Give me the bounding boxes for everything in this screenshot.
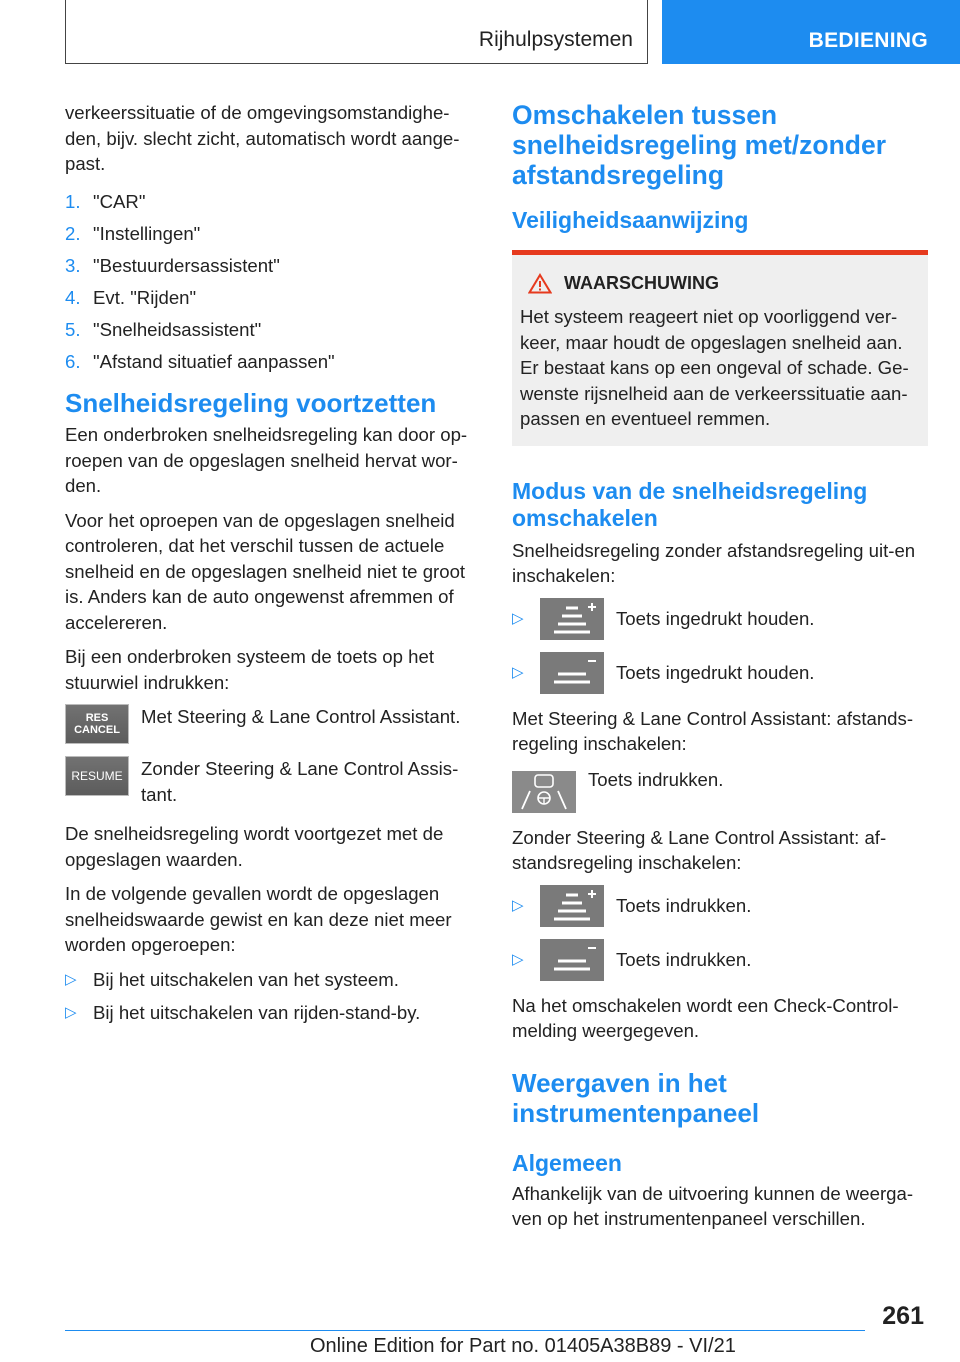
button-description: Zonder Steering & Lane Control Assis-tant. bbox=[141, 758, 459, 805]
list-item bbox=[65, 317, 480, 343]
right-column bbox=[512, 100, 928, 1241]
header-chapter-tab[interactable] bbox=[662, 0, 960, 64]
list-item bbox=[512, 939, 928, 981]
list-item bbox=[65, 189, 480, 215]
lane-distance-plus-icon bbox=[540, 598, 604, 640]
step-text: "Afstand situatief aanpassen" bbox=[93, 350, 335, 372]
paragraph: De snelheidsregeling wordt voortgezet met de opgeslagen waarden. bbox=[65, 823, 444, 870]
list-item bbox=[512, 652, 928, 694]
resume-button-icon bbox=[65, 756, 129, 796]
list-item bbox=[65, 349, 480, 375]
warning-box bbox=[512, 250, 928, 446]
button-row-res-cancel bbox=[65, 704, 480, 744]
press-text: Toets indrukken. bbox=[616, 948, 752, 970]
footer-divider bbox=[65, 1330, 865, 1331]
lane-distance-minus-icon bbox=[540, 652, 604, 694]
triangle-bullet-icon: ▷ bbox=[512, 609, 524, 627]
heading-general: Algemeen bbox=[512, 1149, 622, 1176]
list-item bbox=[65, 221, 480, 247]
paragraph: Bij een onderbroken systeem de toets op het stuurwiel indrukken: bbox=[65, 646, 435, 693]
triangle-bullet-icon: ▷ bbox=[512, 663, 524, 681]
triangle-bullet-icon: ▷ bbox=[65, 1004, 77, 1021]
page-number: 261 bbox=[882, 1302, 924, 1330]
heading-resume: Snelheidsregeling voortzetten bbox=[65, 388, 437, 418]
step-text: "Instellingen" bbox=[93, 222, 201, 244]
step-number: 1. bbox=[65, 190, 81, 212]
lane-distance-plus-icon bbox=[540, 885, 604, 927]
left-column bbox=[65, 100, 480, 1034]
list-item bbox=[512, 885, 928, 927]
list-item bbox=[65, 967, 480, 993]
paragraph: Na het omschakelen wordt een Check-Control-melding weergegeven. bbox=[512, 994, 899, 1041]
step-text: "CAR" bbox=[93, 190, 146, 212]
header-chapter-title: BEDIENING bbox=[808, 29, 928, 52]
step-text: Evt. "Rijden" bbox=[93, 286, 197, 308]
press-text: Toets indrukken. bbox=[616, 894, 752, 916]
header-section-title: Rijhulpsystemen bbox=[478, 28, 633, 51]
lane-distance-minus-icon bbox=[540, 939, 604, 981]
step-text: "Bestuurdersassistent" bbox=[93, 254, 280, 276]
steps-list bbox=[65, 189, 480, 375]
triangle-bullet-icon: ▷ bbox=[512, 950, 524, 968]
triangle-bullet-icon: ▷ bbox=[512, 896, 524, 914]
hold-text: Toets ingedrukt houden. bbox=[616, 661, 815, 683]
step-number: 5. bbox=[65, 318, 81, 340]
bullet-text: Bij het uitschakelen van rijden-stand-by. bbox=[93, 1002, 421, 1023]
paragraph: Snelheidsregeling zonder afstandsregeling uit-en inschakelen: bbox=[512, 539, 916, 586]
step-number: 6. bbox=[65, 350, 81, 372]
button-row-resume bbox=[65, 756, 480, 807]
hold-text: Toets ingedrukt houden. bbox=[616, 607, 815, 629]
res-cancel-button-icon bbox=[65, 704, 129, 744]
button-row-distance-assist bbox=[512, 768, 928, 813]
step-number: 3. bbox=[65, 254, 81, 276]
paragraph: Zonder Steering & Lane Control Assistant: af-standsregeling inschakelen: bbox=[512, 826, 887, 873]
resume-label: RESUME bbox=[71, 769, 123, 783]
bullet-text: Bij het uitschakelen van het systeem. bbox=[93, 968, 399, 990]
heading-safety: Veiligheidsaanwijzing bbox=[512, 207, 749, 233]
paragraph: Met Steering & Lane Control Assistant: afstands-regeling inschakelen: bbox=[512, 707, 914, 754]
heading-switch: Omschakelen tussen snelheidsregeling met/zonder afstandsregeling bbox=[512, 100, 887, 190]
list-item bbox=[65, 285, 480, 311]
bullet-list bbox=[65, 967, 480, 1026]
paragraph: Afhankelijk van de uitvoering kunnen de weerga-ven op het instrumentenpaneel verschillen. bbox=[512, 1182, 914, 1229]
paragraph: Een onderbroken snelheidsregeling kan door op-roepen van de opgeslagen snelheid hervat wor-den. bbox=[65, 424, 468, 496]
press-text: Toets indrukken. bbox=[588, 768, 724, 790]
list-item bbox=[512, 598, 928, 640]
step-text: "Snelheidsassistent" bbox=[93, 318, 262, 340]
triangle-bullet-icon: ▷ bbox=[65, 970, 77, 988]
list-item bbox=[65, 253, 480, 279]
step-number: 2. bbox=[65, 222, 81, 244]
paragraph: In de volgende gevallen wordt de opgeslagen snelheidswaarde gewist en kan deze niet meer worden opgeroepen: bbox=[65, 883, 452, 955]
intro-paragraph: verkeerssituatie of de omgevingsomstandighe-den, bijv. slecht zicht, automatisch wordt aange-past. bbox=[65, 102, 460, 174]
cancel-label: CANCEL bbox=[74, 724, 120, 736]
warning-title bbox=[528, 271, 920, 297]
footer-edition: Online Edition for Part no. 01405A38B89 - VI/21 bbox=[310, 1335, 736, 1357]
res-label: RES bbox=[85, 712, 109, 724]
paragraph: Voor het oproepen van de opgeslagen snelheid controleren, dat het verschil tussen de actuele snelheid en de opgeslagen snelheid niet te groot is. Anders kan de auto ongewenst afremmen of accelereren. bbox=[65, 509, 466, 633]
warning-text: Het systeem reageert niet op voorliggend ver-keer, maar houdt de opgeslagen snelheid aan. Er bestaat kans op een ongeval of schade. Ge-wenste rijsnelheid aan de verkeerssituatie aan-passen en eventueel remmen. bbox=[520, 306, 909, 429]
distance-assist-button-icon bbox=[512, 771, 576, 813]
warning-title-text: WAARSCHUWING bbox=[564, 272, 719, 293]
list-item bbox=[65, 1000, 480, 1026]
heading-mode: Modus van de snelheidsregeling omschakelen bbox=[512, 477, 868, 531]
header-section-box bbox=[65, 0, 648, 64]
heading-display: Weergaven in het instrumentenpaneel bbox=[512, 1067, 760, 1128]
warning-triangle-icon bbox=[528, 273, 552, 294]
button-description: Met Steering & Lane Control Assistant. bbox=[141, 706, 461, 727]
step-number: 4. bbox=[65, 286, 81, 308]
